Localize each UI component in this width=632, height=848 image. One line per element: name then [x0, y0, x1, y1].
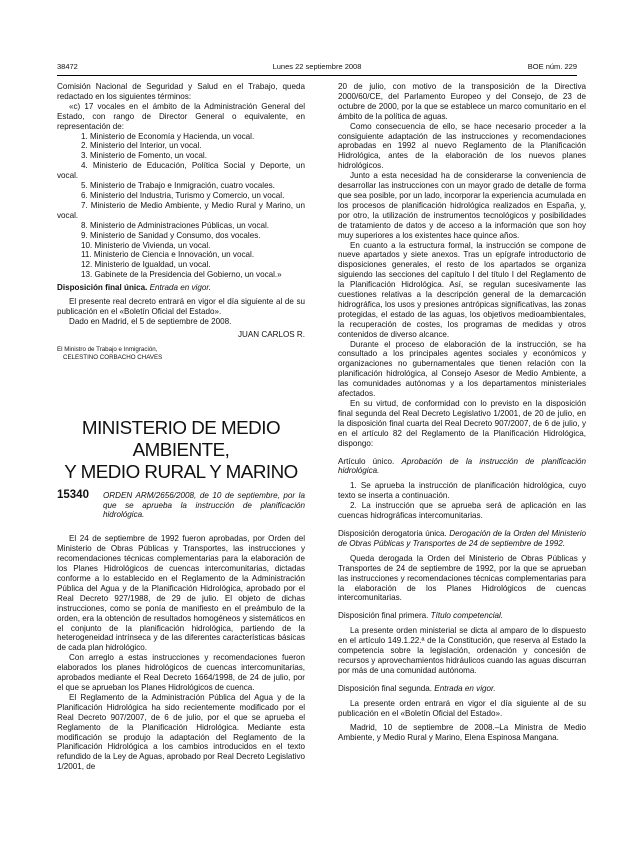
body-paragraph: Con arreglo a estas instrucciones y recomendaciones fueron elaborados los planes hidrológicos de cuencas intercomunitarias, aprobados mediante el Real Decreto 1664/1998, de 24 de julio, por el que se aprueban los Planes Hidrológicos de cuenca.	[57, 653, 305, 692]
final-first-heading	[338, 611, 586, 621]
closing-signature: Madrid, 10 de septiembre de 2008.–La Ministra de Medio Ambiente, y Medio Rural y Marino, Elena Espinosa Mangana.	[338, 723, 586, 743]
list-item: 1. Ministerio de Economía y Hacienda, un vocal.	[81, 131, 255, 141]
intro-text: Comisión Nacional de Seguridad y Salud en el Trabajo, queda redactado en los siguientes términos:	[57, 82, 305, 101]
page-header	[57, 62, 577, 74]
header-rule	[57, 75, 577, 76]
royal-signature: JUAN CARLOS R.	[237, 329, 305, 339]
list-item: 3. Ministerio de Fomento, un vocal.	[81, 151, 207, 161]
minister-role: El Ministro de Trabajo e Inmigración,	[57, 345, 158, 353]
final-first-title: Título competencial.	[430, 611, 504, 621]
final-second-heading	[338, 684, 586, 694]
final-title: Entrada en vigor.	[149, 283, 211, 293]
list-item: 4. Ministerio de Educación, Política Social y Deporte, un vocal.	[57, 161, 305, 181]
derogation-heading	[338, 529, 586, 549]
dado-text: Dado en Madrid, el 5 de septiembre de 2008.	[69, 316, 232, 326]
final-text: El presente real decreto entrará en vigor el día siguiente al de su publicación en el «Boletín Oficial del Estado».	[57, 297, 305, 316]
final-disposition	[57, 283, 305, 293]
final-second-label: Disposición final segunda.	[338, 683, 433, 693]
body-paragraph: Durante el proceso de elaboración de la instrucción, se ha consultado a los principales agentes sociales y económicos y organizaciones no gubernamentales que tienen relación con la planificación hidrológica, al Consejo Asesor de Medio Ambiente, a las comunidades autónomas y a los departamentos ministeriales afectados.	[338, 339, 586, 399]
ministry-line-2: Y MEDIO RURAL Y MARINO	[64, 460, 298, 482]
derogation-text: Queda derogada la Orden del Ministerio de Obras Públicas y Transportes de 24 de septiembre de 1992, por la que se aprueban las instrucciones y recomendaciones técnicas complementarias para la elaboración de los Planes Hidrológicos de cuencas intercomunitarias.	[338, 553, 586, 603]
body-paragraph: Junto a esta necesidad ha de considerarse la conveniencia de desarrollar las instrucciones con un mayor grado de detalle de forma que sea posible, por un lado, incorporar la experiencia acumulada en los procesos de planificación hidrológica realizados en España, y, por otro, la utilización de instrumentos tecnológicos y posibilidades de tratamiento de datos y de acceso a la información que son hoy muy superiores a los existentes hace quince años.	[338, 171, 586, 240]
left-column	[57, 82, 305, 772]
derogation-title: Derogación de la Orden del Ministerio de Obras Públicas y Transportes de 24 de septiembre de 1992.	[338, 528, 586, 548]
list-item: 13. Gabinete de la Presidencia del Gobierno, un vocal.»	[81, 270, 282, 280]
list-item: 6. Ministerio del Industria, Turismo y Comercio, un vocal.	[81, 190, 285, 200]
list-item: 12. Ministerio de Igualdad, un vocal.	[81, 260, 211, 270]
article-item: 2. La instrucción que se aprueba será de aplicación en las cuencas hidrográficas intercomunitarias.	[338, 501, 586, 521]
article-heading	[338, 457, 586, 477]
page-number: 38472	[57, 62, 78, 71]
ministry-line-1: MINISTERIO DE MEDIO AMBIENTE,	[81, 416, 281, 460]
header-date: Lunes 22 septiembre 2008	[272, 62, 362, 71]
ministry-title	[57, 417, 305, 483]
body-paragraph: El Reglamento de la Administración Pública del Agua y de la Planificación Hidrológica ha sido recientemente modificado por el Real Decreto 907/2007, de 6 de julio, por el que se aprueba el Reglamento de la Planificación Hidrológica. Mediante esta modificación se produjo la adaptación del Reglamento de la Planificación Hidrológica a los cambios introducidos en el texto refundido de la Ley de Aguas, aprobado por Real Decreto Legislativo 1/2001, de	[57, 692, 305, 772]
list-item: 10. Ministerio de Vivienda, un vocal.	[81, 240, 211, 250]
final-label: Disposición final única.	[57, 283, 148, 293]
article-label: Artículo único.	[338, 456, 395, 466]
order-number: 15340	[57, 488, 89, 501]
derogation-label: Disposición derogatoria única.	[338, 528, 447, 538]
order-heading	[57, 488, 305, 521]
vocales-list	[57, 132, 305, 281]
body-paragraph: Como consecuencia de ello, se hace necesario proceder a la consiguiente adaptación de las instrucciones y recomendaciones aprobadas en 1992 al nuevo Reglamento de la Planificación Hidrológica, antes de la elaboración de los nuevos planes hidrológicos.	[338, 121, 586, 171]
bulletin-number: BOE núm. 229	[527, 62, 577, 71]
final-first-text: La presente orden ministerial se dicta al amparo de lo dispuesto en el artículo 149.1.22.ª de la Constitución, que reserva al Estado la competencia sobre la legislación, ordenación y concesión de recursos y aprovechamientos hidráulicos cuando las aguas discurran por más de una comunidad autónoma.	[338, 626, 586, 675]
list-item: 9. Ministerio de Sanidad y Consumo, dos vocales.	[81, 230, 261, 240]
minister-name: CELESTINO CORBACHO CHAVES	[63, 353, 163, 361]
body-paragraph: El 24 de septiembre de 1992 fueron aprobadas, por Orden del Ministerio de Obras Públicas y Transportes, las instrucciones y recomendaciones técnicas complementarias para la elaboración de los Planes Hidrológicos de cuencas intercomunitarias, dictadas conforme a lo establecido en el Reglamento de la Administración Pública del Agua y de la Planificación Hidrológica, aprobado por el Real Decreto 927/1988, de 29 de julio. El objeto de dichas instrucciones, como se ponía de manifiesto en el preámbulo de la orden, era la obtención de resultados homogéneos y sistemáticos en el conjunto de la planificación hidrológica, partiendo de la heterogeneidad intrínseca y de las diferentes características básicas de cada plan hidrológico.	[57, 534, 305, 653]
final-second-title: Entrada en vigor.	[434, 683, 496, 693]
body-paragraph: En su virtud, de conformidad con lo previsto en la disposición final segunda del Real Decreto Legislativo 1/2001, de 20 de julio, en la disposición final cuarta del Real Decreto 907/2007, de 6 de julio, y en el artículo 82 del Reglamento de la Planificación Hidrológica, dispongo:	[338, 399, 586, 448]
list-item: 5. Ministerio de Trabajo e Inmigración, cuatro vocales.	[81, 181, 275, 191]
final-second-text: La presente orden entrará en vigor el día siguiente al de su publicación en el «Boletín Oficial del Estado».	[338, 698, 586, 718]
body-paragraph: 20 de julio, con motivo de la transposición de la Directiva 2000/60/CE, del Parlamento Europeo y del Consejo, de 23 de octubre de 2000, por la que se establece un marco comunitario en el ámbito de la política de aguas.	[338, 82, 586, 121]
list-item: 8. Ministerio de Administraciones Públicas, un vocal.	[81, 220, 270, 230]
list-item: 7. Ministerio de Medio Ambiente, y Medio Rural y Marino, un vocal.	[57, 200, 305, 220]
list-item: 2. Ministerio del Interior, un vocal.	[81, 141, 202, 151]
body-paragraph: En cuanto a la estructura formal, la instrucción se compone de nueve apartados y siete anexos. Tras un epígrafe introductorio de disposiciones generales, el resto de los apartados se organiza siguiendo las secciones del capítulo I del título I del Reglamento de la Planificación Hidrológica. Así, se regulan sucesivamente las cuestiones relativas a la descripción general de la demarcación hidrográfica, los usos y presiones antrópicas significativas, las zonas protegidas, el estado de las aguas, los objetivos medioambientales, la recuperación de costes, los programas de medidas y otros contenidos de diverso alcance.	[338, 240, 586, 339]
final-first-label: Disposición final primera.	[338, 611, 429, 621]
order-title: ORDEN ARM/2656/2008, de 10 de septiembre, por la que se aprueba la instrucción de planificación hidrológica.	[103, 490, 305, 520]
right-column	[338, 82, 586, 743]
article-item: 1. Se aprueba la instrucción de planificación hidrológica, cuyo texto se inserta a continuación.	[338, 481, 586, 501]
article-title: Aprobación de la instrucción de planificación hidrológica.	[338, 456, 586, 476]
quote-text: «c) 17 vocales en el ámbito de la Administración General del Estado, con rango de Director General o equivalente, en representación de:	[57, 101, 305, 131]
list-item: 11. Ministerio de Ciencia e Innovación, un vocal.	[81, 250, 255, 260]
